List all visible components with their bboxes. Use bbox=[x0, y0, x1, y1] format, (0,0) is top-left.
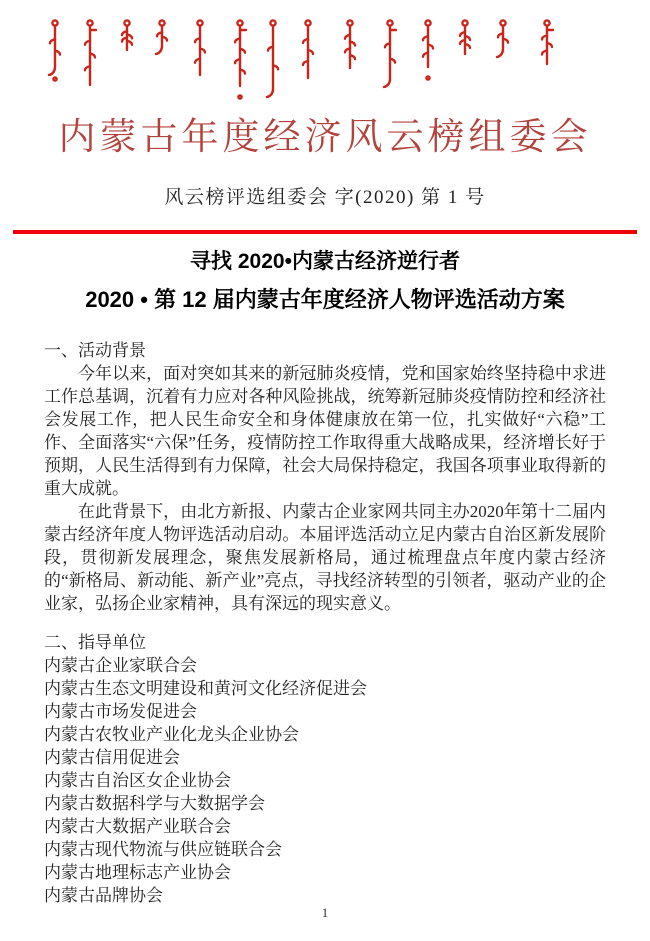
list-item: 内蒙古大数据产业联合会 bbox=[44, 817, 231, 837]
background-paragraph-1: 今年以来，面对突如其来的新冠肺炎疫情，党和国家始终坚持稳中求进工作总基调，沉着有力应对各种风险挑战，统筹新冠肺炎疫情防控和经济社会发展工作，把人民生命安全和身体健康放在第一位，扎实做好“六稳”工作、全面落实“六保”任务，疫情防控工作取得重大战略成果，经济增长好于预期，人民生活得到有力保障，社会大局保持稳定，我国各项事业取得新的重大成就。 bbox=[44, 364, 606, 499]
list-item: 内蒙古生态文明建设和黄河文化经济促进会 bbox=[44, 679, 367, 699]
guidance-unit-list bbox=[44, 654, 606, 907]
list-item: 内蒙古现代物流与供应链联合会 bbox=[44, 840, 282, 860]
list-item: 内蒙古市场发促进会 bbox=[44, 702, 197, 722]
background-paragraph-2: 在此背景下，由北方新报、内蒙古企业家网共同主办2020年第十二届内蒙古经济年度人物评选活动启动。本届评选活动立足内蒙古自治区新发展阶段，贯彻新发展理念，聚焦发展新格局，通过梳理盘点年度内蒙古经济的“新格局、新动能、新产业”亮点，寻找经济转型的引领者，驱动产业的企业家，弘扬企业家精神，具有深远的现实意义。 bbox=[44, 502, 606, 614]
list-item: 内蒙古品牌协会 bbox=[44, 886, 163, 906]
mongolian-script-decoration bbox=[0, 0, 650, 100]
list-item: 内蒙古自治区女企业协会 bbox=[44, 771, 231, 791]
list-item: 内蒙古信用促进会 bbox=[44, 748, 180, 768]
section-activity-background bbox=[44, 339, 606, 615]
red-divider-line bbox=[13, 230, 637, 234]
document-body bbox=[44, 339, 606, 907]
section-guidance-units bbox=[44, 631, 606, 907]
headline-seeking-2020: 寻找 2020•内蒙古经济逆行者 bbox=[190, 249, 460, 273]
section-2-heading: 二、指导单位 bbox=[44, 633, 146, 653]
list-item: 内蒙古农牧业产业化龙头企业协会 bbox=[44, 725, 299, 745]
list-item: 内蒙古企业家联合会 bbox=[44, 656, 197, 676]
section-1-heading: 一、活动背景 bbox=[44, 341, 146, 361]
page-number: 1 bbox=[321, 905, 329, 920]
headline-activity-plan: 2020 • 第 12 届内蒙古年度经济人物评选活动方案 bbox=[85, 286, 565, 312]
list-item: 内蒙古数据科学与大数据学会 bbox=[44, 794, 265, 814]
document-number: 风云榜评选组委会 字(2020) 第 1 号 bbox=[164, 186, 486, 208]
list-item: 内蒙古地理标志产业协会 bbox=[44, 863, 231, 883]
committee-title: 内蒙古年度经济风云榜组委会 bbox=[58, 117, 592, 158]
